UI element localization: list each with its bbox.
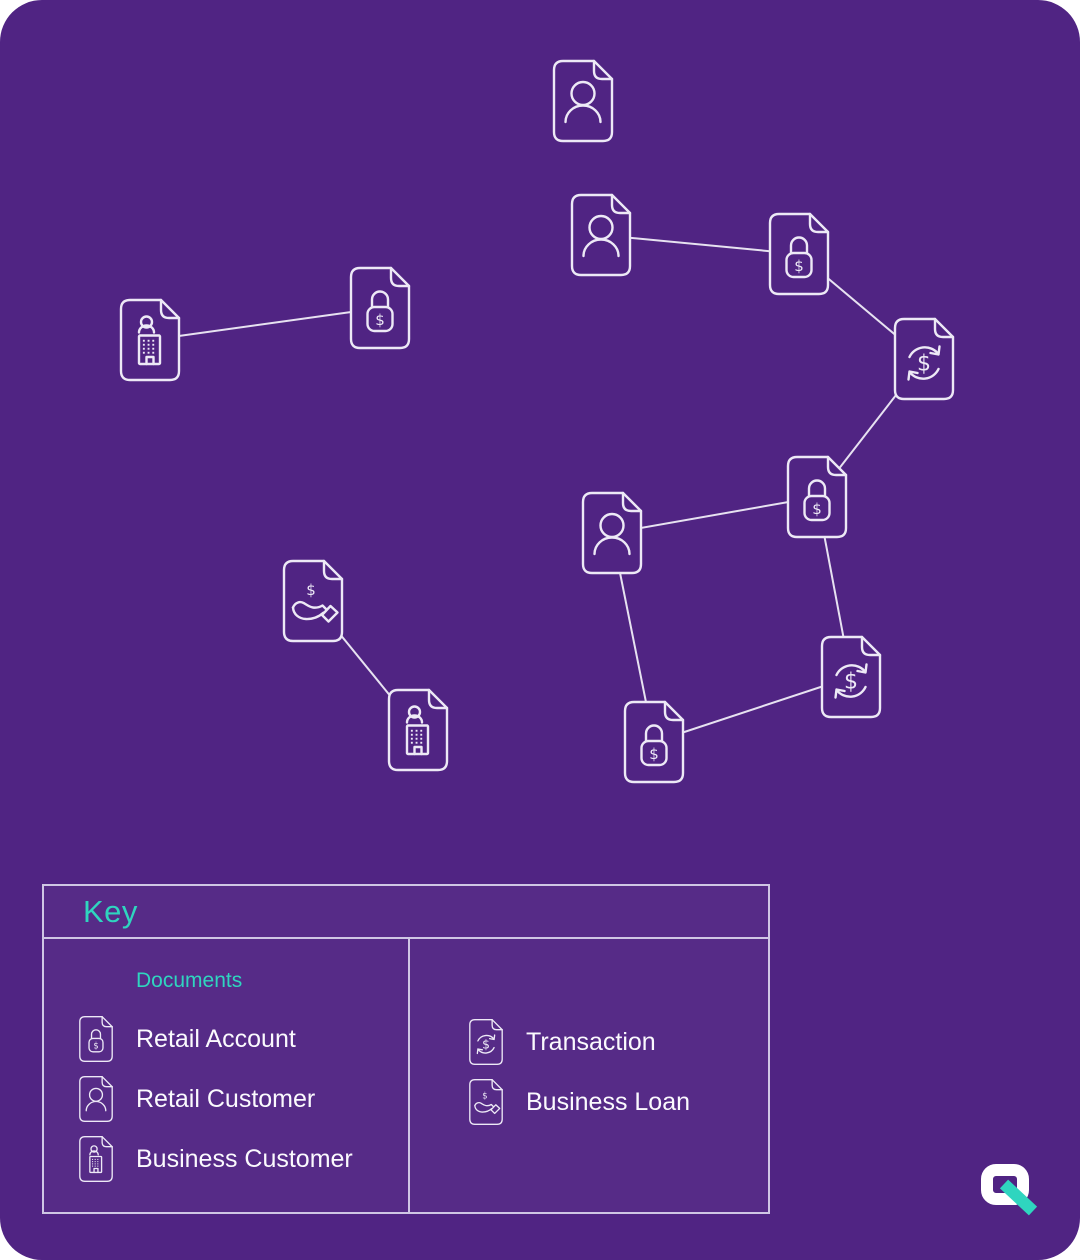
retail-customer-document-node (583, 493, 641, 573)
key-item-retail-account (78, 1015, 408, 1063)
retail-account-document-node (788, 457, 846, 537)
retail-account-icon (78, 1015, 114, 1063)
key-item-label: Retail Customer (136, 1084, 316, 1113)
key-column-right (410, 939, 768, 1214)
retail-account-document-node (351, 268, 409, 348)
business-loan-icon (468, 1078, 504, 1126)
retail-account-document-node (770, 214, 828, 294)
business-customer-document-node (121, 300, 179, 380)
key-items-left (78, 1015, 408, 1183)
key-panel (42, 884, 770, 1214)
business-customer-document-node (389, 690, 447, 770)
business-customer-icon (78, 1135, 114, 1183)
key-item-label: Business Loan (526, 1087, 691, 1116)
key-item-label: Business Customer (136, 1144, 353, 1173)
transaction-document-node (895, 319, 953, 399)
edge-n5-n6 (150, 308, 380, 340)
key-item-business-loan (468, 1078, 768, 1126)
retail-account-document-node (625, 702, 683, 782)
retail-customer-document-node (554, 61, 612, 141)
key-header (44, 886, 768, 939)
key-body (44, 939, 768, 1214)
key-item-label: Retail Account (136, 1024, 296, 1053)
key-column-documents (44, 939, 410, 1214)
retail-customer-icon (78, 1075, 114, 1123)
documents-section-label: Documents (136, 969, 243, 992)
key-item-label: Transaction (526, 1027, 656, 1056)
transaction-document-node (822, 637, 880, 717)
business-loan-document-node (284, 561, 342, 641)
quantexa-q-logo (974, 1156, 1044, 1226)
edge-n7-n8 (612, 497, 817, 533)
key-title: Key (83, 893, 138, 929)
transaction-icon (468, 1018, 504, 1066)
key-item-business-customer (78, 1135, 408, 1183)
key-items-right (468, 1018, 768, 1126)
key-item-transaction (468, 1018, 768, 1066)
key-item-retail-customer (78, 1075, 408, 1123)
retail-customer-document-node (572, 195, 630, 275)
